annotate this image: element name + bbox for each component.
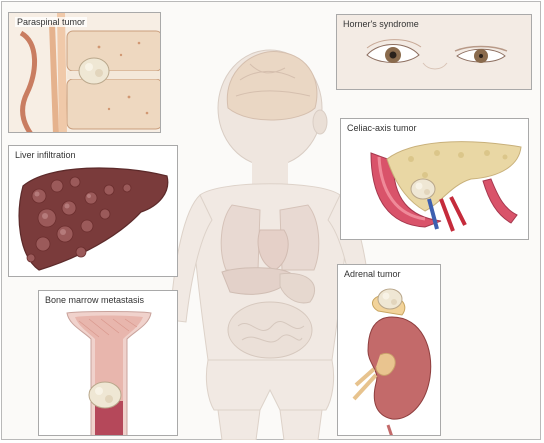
bone-illustration [39, 291, 178, 436]
paraspinal-tumor-mass [79, 58, 109, 84]
panel-celiac-axis-tumor [340, 118, 529, 240]
panel-bone-marrow-metastasis [38, 290, 178, 436]
panel-label-celiac-axis-tumor: Celiac-axis tumor [347, 123, 417, 133]
liver-illustration [9, 146, 178, 277]
bone-marrow-tumor-mass [89, 382, 121, 408]
left-lung [221, 205, 260, 270]
panel-label-bone-marrow-metastasis: Bone marrow metastasis [45, 295, 145, 305]
panel-label-paraspinal-tumor: Paraspinal tumor [17, 17, 86, 27]
panel-liver-infiltration [8, 145, 178, 277]
pancreas-illustration [341, 119, 529, 240]
panel-adrenal-tumor [337, 264, 441, 436]
adrenal-tumor-mass [378, 289, 402, 309]
kidney-illustration [338, 265, 441, 436]
panel-paraspinal-tumor [8, 12, 161, 133]
intestines [228, 302, 312, 358]
vertebra-lower [67, 79, 161, 129]
celiac-artery [441, 197, 465, 231]
panel-horners-syndrome [336, 14, 532, 90]
spine-illustration [9, 13, 161, 133]
celiac-tumor-mass [411, 179, 435, 199]
panel-label-horners-syndrome: Horner's syndrome [343, 19, 419, 29]
panel-label-adrenal-tumor: Adrenal tumor [344, 269, 401, 279]
panel-label-liver-infiltration: Liver infiltration [15, 150, 76, 160]
